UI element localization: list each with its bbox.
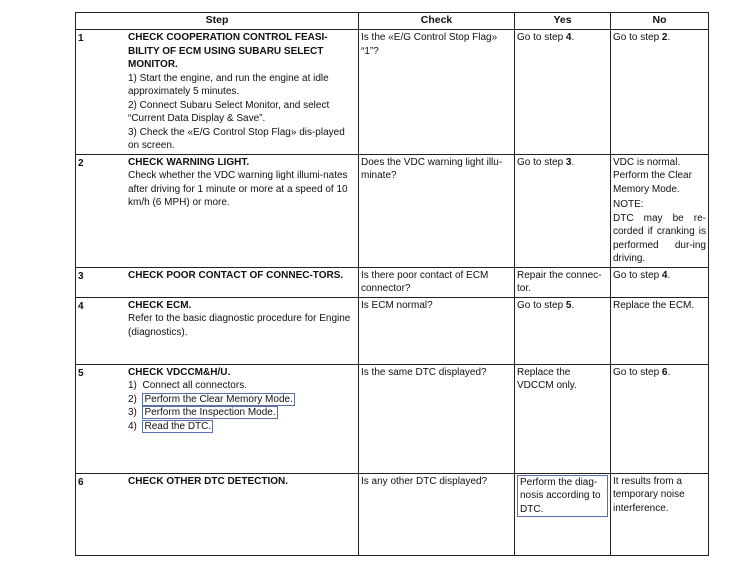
step-instruction: 2) Connect Subaru Select Monitor, and select “Current Data Display & Save”. (128, 99, 330, 124)
step-number: 4 (78, 300, 84, 312)
check-cell: Is any other DTC displayed? (359, 473, 515, 555)
no-cell (611, 267, 709, 297)
no-cell (611, 30, 709, 155)
step-title: CHECK VDCCM&H/U. (128, 366, 231, 378)
no-step-link[interactable]: 2 (661, 32, 668, 43)
step-cell (76, 154, 359, 267)
table-row (76, 154, 709, 267)
yes-suffix: . (571, 32, 575, 43)
yes-step-link[interactable]: 3 (565, 156, 572, 168)
yes-cell: Repair the connec-tor. (515, 267, 611, 297)
no-cell (611, 154, 709, 267)
step-cell (76, 297, 359, 364)
no-cell (611, 364, 709, 473)
step-title: CHECK WARNING LIGHT. (128, 156, 250, 168)
no-step-link[interactable]: 6 (661, 366, 668, 378)
header-check: Check (359, 13, 515, 30)
step-item-text: Connect all connectors. (142, 380, 247, 391)
yes-cell (515, 30, 611, 155)
step-title: CHECK COOPERATION CONTROL FEASI-BILITY OF ECM USING SUBARU SELECT MONITOR. (128, 32, 328, 70)
step-cell (76, 473, 359, 555)
no-prefix: Go to step (613, 32, 662, 43)
step-title: CHECK OTHER DTC DETECTION. (128, 475, 288, 487)
step-title: CHECK ECM. (128, 299, 192, 311)
read-dtc-link[interactable]: Read the DTC. (144, 420, 212, 432)
table-row (76, 267, 709, 297)
no-cell: It results from a temporary noise interference. (611, 473, 709, 555)
yes-prefix: Go to step (517, 299, 566, 311)
step-number: 3 (78, 270, 84, 282)
note-text: DTC may be re-corded if cranking is performed dur-ing driving. (613, 212, 706, 264)
table-row (76, 473, 709, 555)
step-number: 6 (78, 476, 84, 488)
no-suffix: . (667, 269, 671, 281)
yes-cell (515, 154, 611, 267)
step-instruction: Refer to the basic diagnostic procedure for Engine (diagnostics). (128, 313, 351, 338)
step-cell (76, 364, 359, 473)
header-step: Step (76, 13, 359, 30)
step-item-number: 3) (128, 407, 137, 418)
yes-suffix: . (571, 156, 575, 168)
check-cell: Is ECM normal? (359, 297, 515, 364)
step-item (128, 379, 356, 393)
no-text: VDC is normal. Perform the Clear Memory Mode. (613, 156, 692, 195)
step-item (128, 420, 356, 434)
header-no: No (611, 13, 709, 30)
note-label: NOTE: (613, 199, 644, 210)
no-cell: Replace the ECM. (611, 297, 709, 364)
no-step-link[interactable]: 4 (661, 269, 668, 281)
table-row (76, 297, 709, 364)
check-cell: Is there poor contact of ECM connector? (359, 267, 515, 297)
no-prefix: Go to step (613, 269, 662, 281)
step-item (128, 393, 356, 407)
yes-cell (515, 297, 611, 364)
no-prefix: Go to step (613, 366, 662, 378)
step-number: 5 (78, 367, 84, 379)
table-row (76, 364, 709, 473)
table-row (76, 30, 709, 155)
step-cell (76, 30, 359, 155)
step-instruction: 3) Check the «E/G Control Stop Flag» dis-played on screen. (128, 126, 345, 151)
yes-prefix: Go to step (517, 156, 566, 168)
table-header-row (76, 13, 709, 30)
header-yes: Yes (515, 13, 611, 30)
no-suffix: . (667, 32, 671, 43)
step-item-number: 2) (128, 393, 137, 405)
yes-suffix: . (571, 299, 575, 311)
yes-step-link[interactable]: 4 (565, 32, 572, 43)
step-title: CHECK POOR CONTACT OF CONNEC-TORS. (128, 269, 344, 281)
diagnostic-document (75, 12, 708, 556)
check-cell: Does the VDC warning light illu-minate? (359, 154, 515, 267)
step-instruction: Check whether the VDC warning light illumi-nates after driving for 1 minute or more at a speed of 10 km/h (6 MPH) or more. (128, 170, 348, 208)
step-cell (76, 267, 359, 297)
yes-step-link[interactable]: 5 (565, 299, 572, 311)
check-cell: Is the «E/G Control Stop Flag» “1”? (359, 30, 515, 155)
inspection-mode-link[interactable]: Perform the Inspection Mode. (144, 407, 276, 418)
step-item-number: 1) (128, 380, 137, 391)
step-item (128, 406, 356, 420)
yes-cell: Replace the VDCCM only. (515, 364, 611, 473)
step-number: 1 (78, 33, 84, 44)
diagnostic-table (75, 12, 709, 556)
yes-cell (515, 473, 611, 555)
clear-memory-mode-link[interactable]: Perform the Clear Memory Mode. (144, 393, 293, 405)
yes-prefix: Go to step (517, 32, 566, 43)
no-suffix: . (667, 366, 671, 378)
diagnosis-by-dtc-link[interactable]: Perform the diag-nosis according to DTC. (517, 475, 608, 518)
check-cell: Is the same DTC displayed? (359, 364, 515, 473)
step-item-number: 4) (128, 420, 137, 432)
step-number: 2 (78, 157, 84, 169)
step-instruction: 1) Start the engine, and run the engine at idle approximately 5 minutes. (128, 72, 329, 97)
